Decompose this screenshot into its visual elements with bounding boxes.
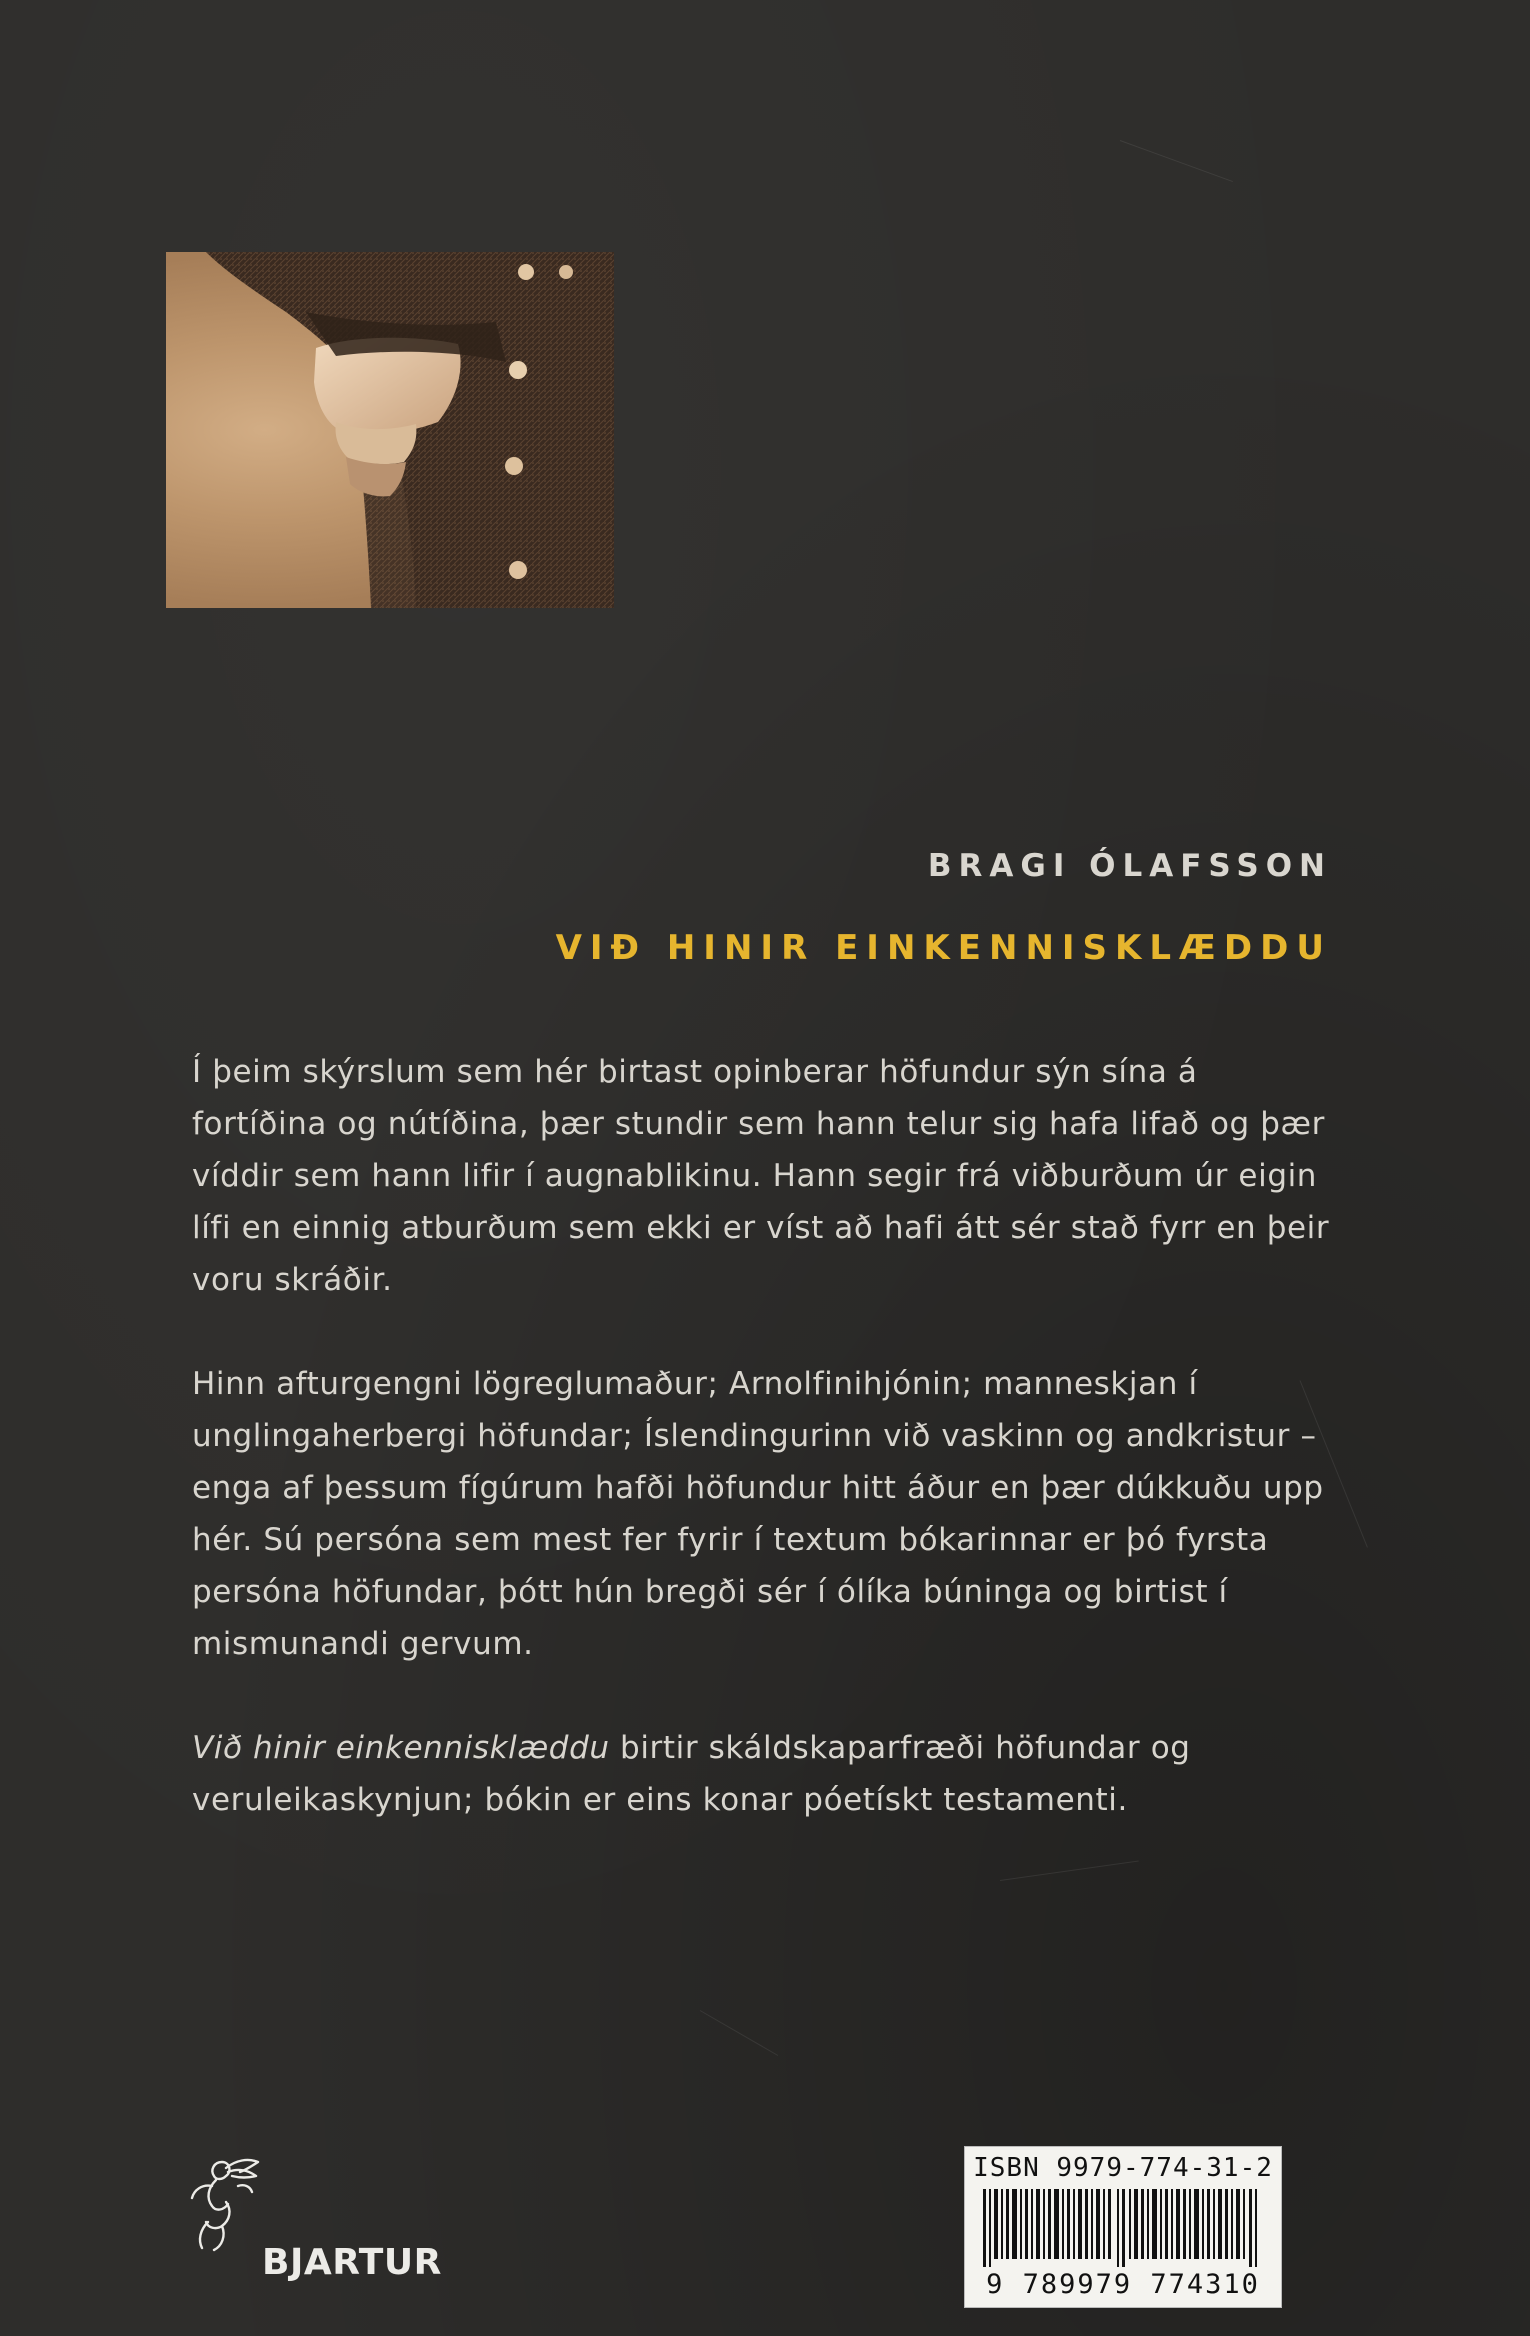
book-title: VIÐ HINIR EINKENNISKLÆDDU bbox=[555, 928, 1332, 968]
publisher-name: BJARTUR bbox=[262, 2242, 442, 2283]
isbn-barcode bbox=[964, 2146, 1282, 2308]
barcode-bars bbox=[983, 2189, 1263, 2267]
cover-photo bbox=[166, 252, 614, 608]
isbn-number: ISBN 9979-774-31-2 bbox=[973, 2153, 1273, 2183]
blurb-title-italic: Við hinir einkennisklæddu bbox=[192, 1730, 610, 1766]
coat-hand-illustration bbox=[166, 252, 614, 608]
blurb bbox=[192, 1046, 1342, 1878]
blurb-paragraph-3 bbox=[192, 1722, 1342, 1826]
blurb-paragraph-2: Hinn afturgengni lögreglumaður; Arnolfinihjónin; manneskjan í unglingaherbergi höfundar; Íslendingurinn við vaskinn og andkristur – enga af þessum fígúrum hafði höfundur hitt áður en þær dúkkuðu upp hér. Sú persóna sem mest fer fyrir í textum bókarinnar er þó fyrsta persóna höfundar, þótt hún bregði sér í ólíka búninga og birtist í mismunandi gervum. bbox=[192, 1366, 1324, 1662]
scuff-mark bbox=[700, 2010, 778, 2056]
cherub-icon bbox=[186, 2146, 266, 2256]
author-name: BRAGI ÓLAFSSON bbox=[927, 848, 1332, 884]
publisher-logo bbox=[186, 2146, 486, 2296]
blurb-paragraph-1: Í þeim skýrslum sem hér birtast opinberar höfundur sýn sína á fortíðina og nútíðina, þær stundir sem hann telur sig hafa lifað og þær víddir sem hann lifir í augnablikinu. Hann segir frá viðburðum úr eigin lífi en einnig atburðum sem ekki er víst að hafi átt sér stað fyrr en þeir voru skráðir. bbox=[192, 1054, 1330, 1298]
ean-number: 9 789979 774310 bbox=[986, 2269, 1260, 2300]
scuff-mark bbox=[1120, 140, 1233, 182]
blurb-paragraph-3-text: birtir skáldskaparfræði höfundar og veruleikaskynjun; bókin er eins konar póetískt testamenti. bbox=[192, 1730, 1191, 1818]
